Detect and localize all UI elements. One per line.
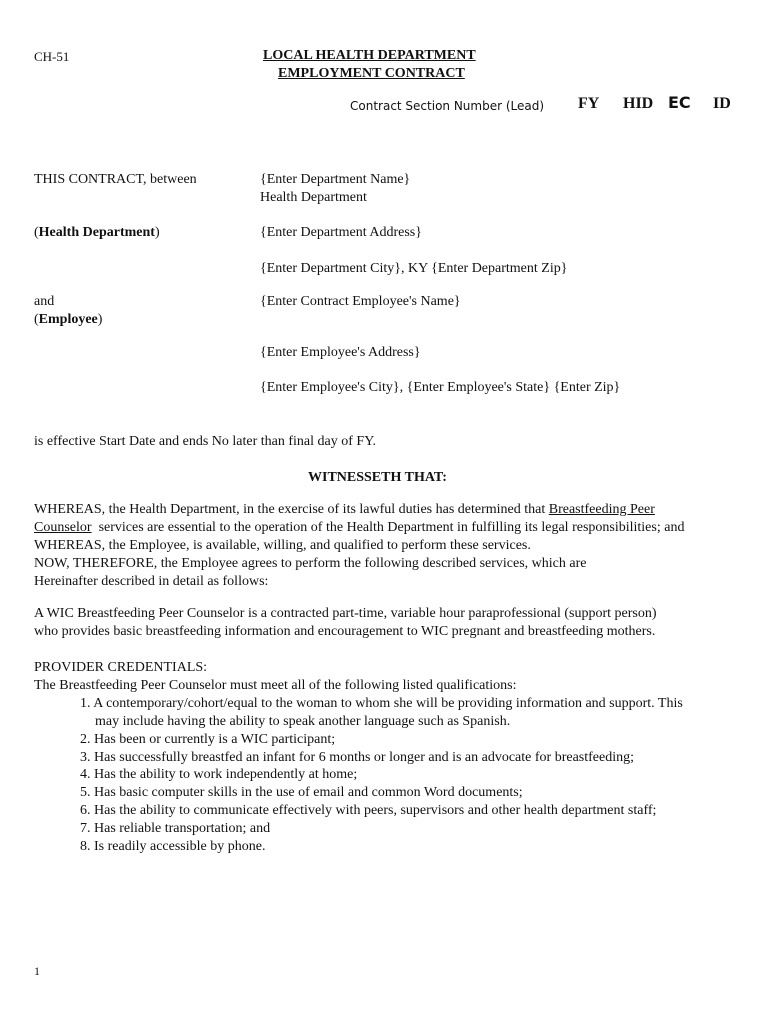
list-item-number: 1.	[80, 696, 91, 711]
list-item-number: 4.	[80, 767, 91, 782]
code-fy: FY	[578, 95, 600, 112]
list-item	[80, 749, 634, 767]
code-ec: EC	[668, 93, 691, 112]
whereas-line-3: WHEREAS, the Employee, is available, willing, and qualified to perform these services.	[34, 538, 531, 553]
whereas-line-1	[34, 501, 655, 519]
page-number: 1	[34, 964, 40, 978]
title-line-1: LOCAL HEALTH DEPARTMENT	[263, 48, 476, 63]
dept-address-field: {Enter Department Address}	[260, 225, 422, 240]
list-item-text: Has the ability to work independently at home;	[94, 767, 358, 782]
whereas-line-2-text: services are essential to the operation of the Health Department in fulfilling its legal responsibilities; and	[91, 520, 685, 535]
whereas-line-4: NOW, THEREFORE, the Employee agrees to perform the following described services, which are	[34, 556, 587, 571]
employee-label: (Employee)	[34, 312, 103, 327]
whereas-line-1-text: WHEREAS, the Health Department, in the exercise of its lawful duties has determined that	[34, 502, 549, 517]
code-id: ID	[713, 95, 731, 112]
dept-name-field: {Enter Department Name}	[260, 172, 411, 187]
and-label: and	[34, 294, 55, 309]
list-item-number: 7.	[80, 821, 91, 836]
employee-name-field: {Enter Contract Employee's Name}	[260, 294, 461, 309]
employee-address-field: {Enter Employee's Address}	[260, 345, 421, 360]
wic-line-2: who provides basic breastfeeding information and encouragement to WIC pregnant and breastfeeding mothers.	[34, 624, 656, 639]
credentials-heading: PROVIDER CREDENTIALS:	[34, 660, 208, 675]
credentials-intro: The Breastfeeding Peer Counselor must meet all of the following listed qualifications:	[34, 678, 517, 693]
effective-statement: is effective Start Date and ends No later than final day of FY.	[34, 434, 376, 449]
witnesseth-heading: WITNESSETH THAT:	[308, 470, 447, 485]
list-item-text: A contemporary/cohort/equal to the woman to whom she will be providing information and support. This	[93, 696, 683, 711]
wic-line-1: A WIC Breastfeeding Peer Counselor is a contracted part-time, variable hour paraprofessional (support person)	[34, 606, 657, 621]
doc-code: CH-51	[34, 49, 70, 64]
dept-word: Health Department	[260, 190, 367, 205]
list-item-continuation: may include having the ability to speak another language such as Spanish.	[95, 714, 511, 729]
title-line-2: EMPLOYMENT CONTRACT	[278, 66, 465, 81]
list-item-number: 8.	[80, 839, 91, 854]
this-contract-label: THIS CONTRACT, between	[34, 172, 197, 187]
list-item-text: Has been or currently is a WIC participant;	[94, 732, 336, 747]
list-item-text: Has reliable transportation; and	[94, 821, 271, 836]
list-item-number: 2.	[80, 732, 91, 747]
dept-city-field: {Enter Department City}, KY {Enter Department Zip}	[260, 261, 568, 276]
list-item	[80, 784, 523, 802]
list-item	[80, 838, 265, 856]
employee-bold: Employee	[38, 312, 98, 327]
list-item-text: Has basic computer skills in the use of email and common Word documents;	[94, 785, 523, 800]
list-item-text: Is readily accessible by phone.	[94, 839, 266, 854]
health-department-label: (Health Department)	[34, 225, 160, 240]
health-department-bold: Health Department	[38, 225, 155, 240]
list-item-text: Has the ability to communicate effectively with peers, supervisors and other health department staff;	[94, 803, 657, 818]
list-item-number: 5.	[80, 785, 91, 800]
employee-city-field: {Enter Employee's City}, {Enter Employee's State} {Enter Zip}	[260, 380, 621, 395]
list-item	[80, 820, 270, 838]
list-item	[80, 766, 357, 784]
list-item-number: 6.	[80, 803, 91, 818]
list-item	[80, 731, 335, 749]
list-item-text: Has successfully breastfed an infant for 6 months or longer and is an advocate for breastfeeding;	[94, 750, 634, 765]
list-item	[80, 802, 656, 820]
service-title-part-1: Breastfeeding Peer	[548, 502, 655, 517]
service-title-part-2: Counselor	[34, 520, 92, 535]
contract-section-label: Contract Section Number (Lead)	[350, 99, 545, 113]
whereas-line-5: Hereinafter described in detail as follows:	[34, 574, 269, 589]
list-item	[80, 695, 683, 713]
whereas-line-2	[34, 519, 684, 537]
list-item-number: 3.	[80, 750, 91, 765]
code-hid: HID	[623, 95, 654, 112]
